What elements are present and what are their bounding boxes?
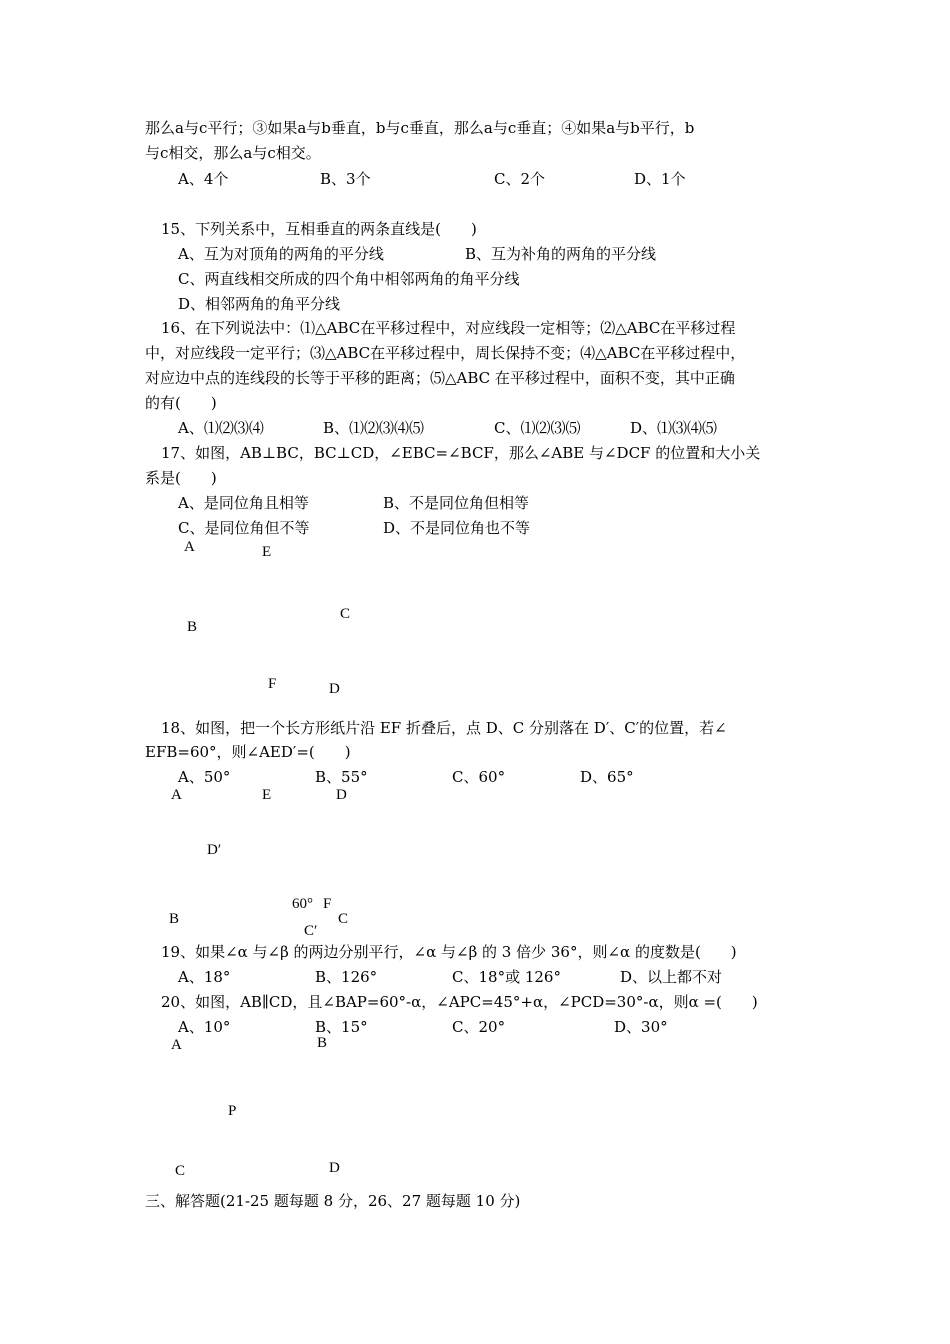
- q19-option-a: A、18°: [178, 968, 231, 986]
- q14-option-c: C、2个: [494, 170, 546, 188]
- q16-line3: 对应边中点的连线段的长等于平移的距离；⑸△ABC 在平移过程中，面积不变，其中正确: [145, 369, 735, 387]
- q16-option-a: A、⑴⑵⑶⑷: [178, 419, 264, 437]
- q20-point-d: D: [329, 1160, 340, 1176]
- q17-point-c: C: [340, 606, 351, 622]
- q17-point-e: E: [262, 544, 272, 560]
- q20-option-a: A、10°: [178, 1018, 231, 1036]
- q16-option-b: B、⑴⑵⑶⑷⑸: [323, 419, 425, 437]
- q18-option-b: B、55°: [315, 768, 368, 786]
- q18-option-d: D、65°: [580, 768, 634, 786]
- q20-point-c: C: [175, 1163, 186, 1179]
- q18-line1: 18、如图，把一个长方形纸片沿 EF 折叠后，点 D、C 分别落在 D′、C′的位置，若∠: [161, 719, 727, 737]
- q17-option-c: C、是同位角但不等: [178, 519, 310, 537]
- q18-point-e: E: [262, 787, 272, 803]
- q15-option-a: A、互为对顶角的两角的平分线: [178, 245, 384, 263]
- q17-option-d: D、不是同位角也不等: [383, 519, 531, 537]
- q17-line1: 17、如图，AB⊥BC，BC⊥CD，∠EBC=∠BCF，那么∠ABE 与∠DCF 的位置和大小关: [161, 444, 761, 462]
- q15-option-b: B、互为补角的两角的平分线: [465, 245, 657, 263]
- q17-point-b: B: [187, 619, 198, 635]
- q17-point-a: A: [184, 539, 195, 555]
- q20-point-a: A: [171, 1037, 182, 1053]
- q17-point-d: D: [329, 681, 340, 697]
- q18-option-a: A、50°: [178, 768, 231, 786]
- q20-option-b: B、15°: [315, 1018, 368, 1036]
- q17-option-a: A、是同位角且相等: [178, 494, 309, 512]
- q17-line2: 系是( ): [145, 469, 217, 487]
- q18-point-d: D: [336, 787, 347, 803]
- q19-option-d: D、以上都不对: [620, 968, 723, 986]
- section-3-heading: 三、解答题(21-25 题每题 8 分，26、27 题每题 10 分): [145, 1192, 521, 1210]
- q18-point-a: A: [171, 787, 182, 803]
- q19-option-c: C、18°或 126°: [452, 968, 561, 986]
- q18-point-f: F: [323, 896, 332, 912]
- q16-line1: 16、在下列说法中：⑴△ABC在平移过程中，对应线段一定相等；⑵△ABC在平移过程: [161, 319, 736, 337]
- q18-angle-label: 60°: [292, 896, 313, 912]
- q18-point-b: B: [169, 911, 180, 927]
- q16-option-c: C、⑴⑵⑶⑸: [494, 419, 581, 437]
- q18-point-c: C: [338, 911, 349, 927]
- q19-stem: 19、如果∠α 与∠β 的两边分别平行，∠α 与∠β 的 3 倍少 36°，则∠α 的度数是( ): [161, 943, 737, 961]
- q14-line1: 那么a与c平行；③如果a与b垂直，b与c垂直，那么a与c垂直；④如果a与b平行，b: [145, 119, 695, 137]
- q15-stem: 15、下列关系中，互相垂直的两条直线是( ): [161, 220, 477, 238]
- q15-option-d: D、相邻两角的角平分线: [178, 295, 341, 313]
- q20-point-p: P: [228, 1103, 237, 1119]
- q14-option-b: B、3个: [320, 170, 371, 188]
- q14-option-a: A、4个: [178, 170, 229, 188]
- q16-line2: 中，对应线段一定平行；⑶△ABC在平移过程中，周长保持不变；⑷△ABC在平移过程中，: [145, 344, 746, 362]
- q16-option-d: D、⑴⑶⑷⑸: [630, 419, 718, 437]
- q18-option-c: C、60°: [452, 768, 506, 786]
- q14-line2: 与c相交，那么a与c相交。: [145, 144, 321, 162]
- q17-option-b: B、不是同位角但相等: [383, 494, 530, 512]
- q18-point-d-prime: D′: [207, 842, 222, 858]
- q20-option-c: C、20°: [452, 1018, 506, 1036]
- q19-option-b: B、126°: [315, 968, 378, 986]
- q15-option-c: C、两直线相交所成的四个角中相邻两角的角平分线: [178, 270, 520, 288]
- q18-line2: EFB=60°，则∠AED′=( ): [145, 743, 351, 761]
- q20-option-d: D、30°: [614, 1018, 668, 1036]
- q17-point-f: F: [268, 676, 277, 692]
- q20-point-b: B: [317, 1035, 328, 1051]
- q16-line4: 的有( ): [145, 394, 217, 412]
- q18-point-c-prime: C′: [304, 923, 318, 939]
- q20-stem: 20、如图，AB∥CD，且∠BAP=60°-α，∠APC=45°+α，∠PCD=30°-α，则α =( ): [161, 993, 758, 1011]
- q14-option-d: D、1个: [634, 170, 686, 188]
